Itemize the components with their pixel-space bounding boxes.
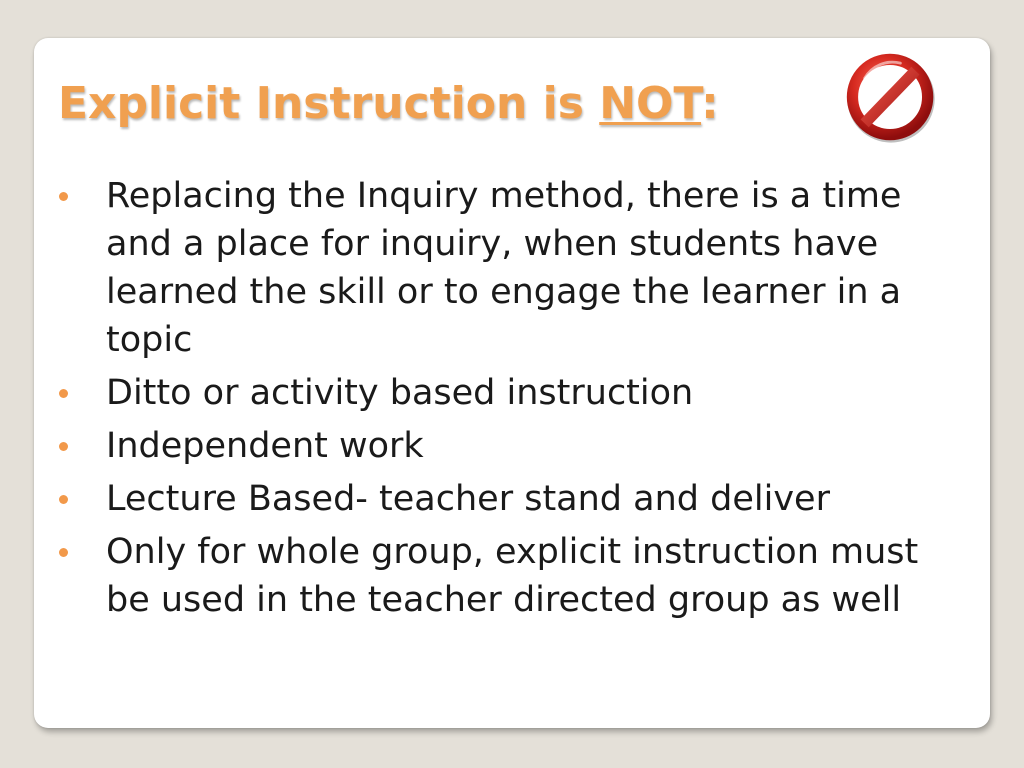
list-item xyxy=(58,422,958,470)
bullet-dot xyxy=(59,495,68,504)
list-item xyxy=(58,528,958,624)
slide-card xyxy=(34,38,990,728)
title-emphasis: NOT xyxy=(599,78,702,129)
bullet-list xyxy=(58,172,958,629)
list-item xyxy=(58,369,958,417)
bullet-text: Ditto or activity based instruction xyxy=(106,373,694,413)
list-item xyxy=(58,172,958,364)
no-entry-sign-icon xyxy=(844,50,938,144)
list-item xyxy=(58,475,958,523)
bullet-text: Independent work xyxy=(106,426,424,466)
title-prefix: Explicit Instruction is xyxy=(58,78,600,129)
bullet-text: Lecture Based- teacher stand and deliver xyxy=(106,479,830,519)
bullet-dot xyxy=(59,389,68,398)
title-suffix: : xyxy=(701,78,719,129)
bullet-dot xyxy=(59,192,68,201)
bullet-dot xyxy=(59,442,68,451)
bullet-text: Replacing the Inquiry method, there is a time and a place for inquiry, when students have learned the skill or to engage the learner in a topic xyxy=(106,176,902,360)
bullet-dot xyxy=(59,548,68,557)
slide-title xyxy=(58,76,719,132)
bullet-text: Only for whole group, explicit instruction must be used in the teacher directed group as well xyxy=(106,532,919,620)
